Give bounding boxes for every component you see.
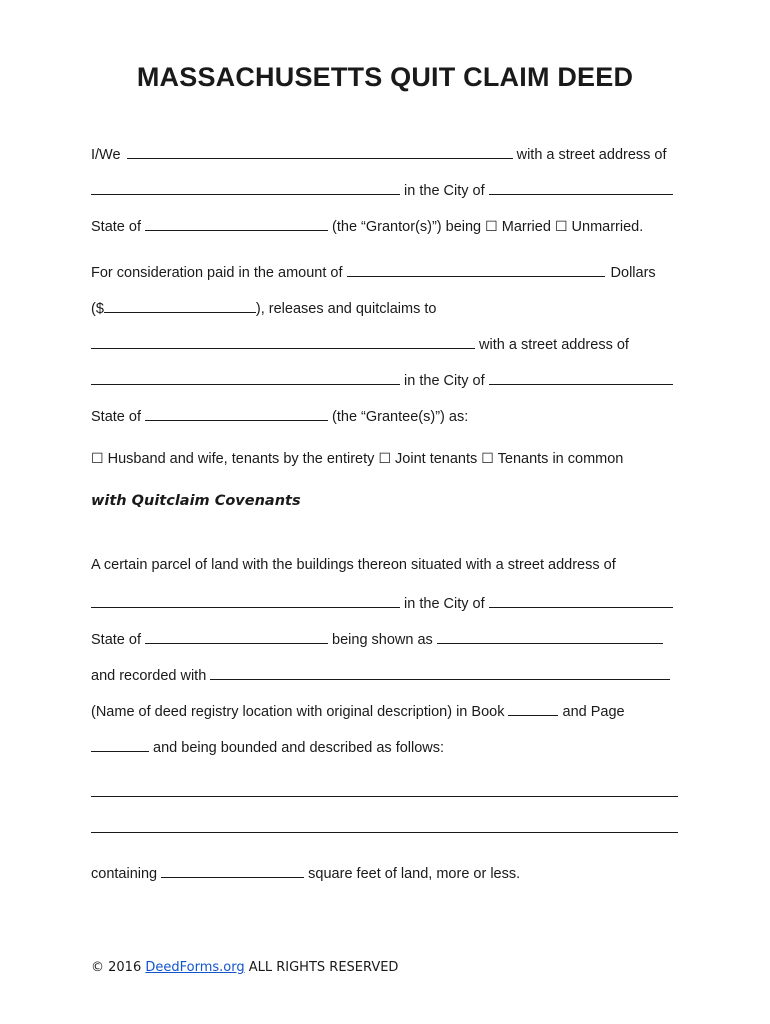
grantee-state-label: State of xyxy=(91,409,141,425)
containing-line xyxy=(91,862,679,884)
grantor-state-label: State of xyxy=(91,219,141,235)
containing-label: containing xyxy=(91,866,158,882)
grantee-state-line xyxy=(91,405,679,427)
registry-line xyxy=(91,700,679,722)
bounded-line xyxy=(91,736,679,758)
grantor-state-field[interactable] xyxy=(145,215,328,231)
shown-as-label: being shown as xyxy=(332,632,433,648)
shown-as-field[interactable] xyxy=(437,628,663,644)
grantee-street-label: with a street address of xyxy=(479,337,629,353)
document-title: MASSACHUSETTS QUIT CLAIM DEED xyxy=(136,62,634,92)
parcel-intro-text: A certain parcel of land with the buildings thereon situated with a street address of xyxy=(91,557,616,573)
deedforms-link[interactable]: DeedForms.org xyxy=(145,960,245,975)
page-field[interactable] xyxy=(91,736,149,752)
married-checkbox[interactable]: ☐ xyxy=(485,219,498,235)
tenants-common-label: Tenants in common xyxy=(497,451,624,467)
tenants-common-checkbox[interactable]: ☐ xyxy=(481,451,494,467)
joint-tenants-checkbox[interactable]: ☐ xyxy=(378,451,391,467)
grantee-name-line xyxy=(91,333,679,355)
grantor-city-label: in the City of xyxy=(404,183,485,199)
consideration-label: For consideration paid in the amount of xyxy=(91,265,343,281)
parcel-state-field[interactable] xyxy=(145,628,328,644)
grantee-name-field[interactable] xyxy=(91,333,475,349)
parcel-address-line xyxy=(91,592,679,614)
consideration-line xyxy=(91,261,679,283)
description-line-2[interactable] xyxy=(91,832,678,833)
consideration-amount-field[interactable] xyxy=(104,297,256,313)
parcel-state-label: State of xyxy=(91,632,141,648)
grantee-city-label: in the City of xyxy=(404,373,485,389)
grantor-role-label: (the “Grantor(s)”) being xyxy=(332,219,482,235)
grantor-street-label: with a street address of xyxy=(516,147,667,163)
parcel-state-line xyxy=(91,628,679,650)
recorded-with-label: and recorded with xyxy=(91,668,207,684)
grantee-address-line xyxy=(91,369,679,391)
grantor-city-field[interactable] xyxy=(489,179,673,195)
grantee-street-field[interactable] xyxy=(91,369,400,385)
grantor-street-field[interactable] xyxy=(91,179,400,195)
joint-tenants-label: Joint tenants xyxy=(395,451,478,467)
dollars-label: Dollars xyxy=(610,265,656,281)
tenancy-line xyxy=(91,451,679,473)
footer xyxy=(91,960,398,975)
grantee-city-field[interactable] xyxy=(489,369,673,385)
consideration-words-field[interactable] xyxy=(347,261,605,277)
grantor-name-field[interactable] xyxy=(127,143,513,159)
unmarried-checkbox[interactable]: ☐ xyxy=(554,219,568,235)
tenancy-entirety-checkbox[interactable]: ☐ xyxy=(91,451,104,467)
parcel-intro-line xyxy=(91,557,679,579)
bounded-text: and being bounded and described as follows: xyxy=(153,740,445,756)
parcel-street-field[interactable] xyxy=(91,592,400,608)
releases-label: ), releases and quitclaims to xyxy=(255,301,437,317)
grantor-name-line xyxy=(91,143,679,165)
registry-text: (Name of deed registry location with original description) in Book xyxy=(91,704,505,720)
parcel-city-label: in the City of xyxy=(404,596,485,612)
dollar-open-label: ($ xyxy=(91,301,104,317)
iwe-label: I/We xyxy=(91,147,121,163)
book-field[interactable] xyxy=(508,700,558,716)
page-label: and Page xyxy=(562,704,625,720)
rights-text: ALL RIGHTS RESERVED xyxy=(248,960,399,975)
square-feet-text: square feet of land, more or less. xyxy=(308,866,521,882)
grantor-address-line xyxy=(91,179,679,201)
parcel-city-field[interactable] xyxy=(489,592,673,608)
description-line-1[interactable] xyxy=(91,796,678,797)
recorded-with-line xyxy=(91,664,679,686)
recorded-with-field[interactable] xyxy=(210,664,670,680)
tenancy-entirety-label: Husband and wife, tenants by the entirety xyxy=(107,451,375,467)
unmarried-label: Unmarried. xyxy=(571,219,644,235)
married-label: Married xyxy=(501,219,551,235)
grantee-role-label: (the “Grantee(s)”) as: xyxy=(332,409,469,425)
covenants-heading: with Quitclaim Covenants xyxy=(91,493,301,509)
grantee-state-field[interactable] xyxy=(145,405,328,421)
grantor-state-line xyxy=(91,215,679,237)
copyright-text: © 2016 xyxy=(91,960,142,975)
releases-line xyxy=(91,297,679,319)
square-feet-field[interactable] xyxy=(161,862,304,878)
